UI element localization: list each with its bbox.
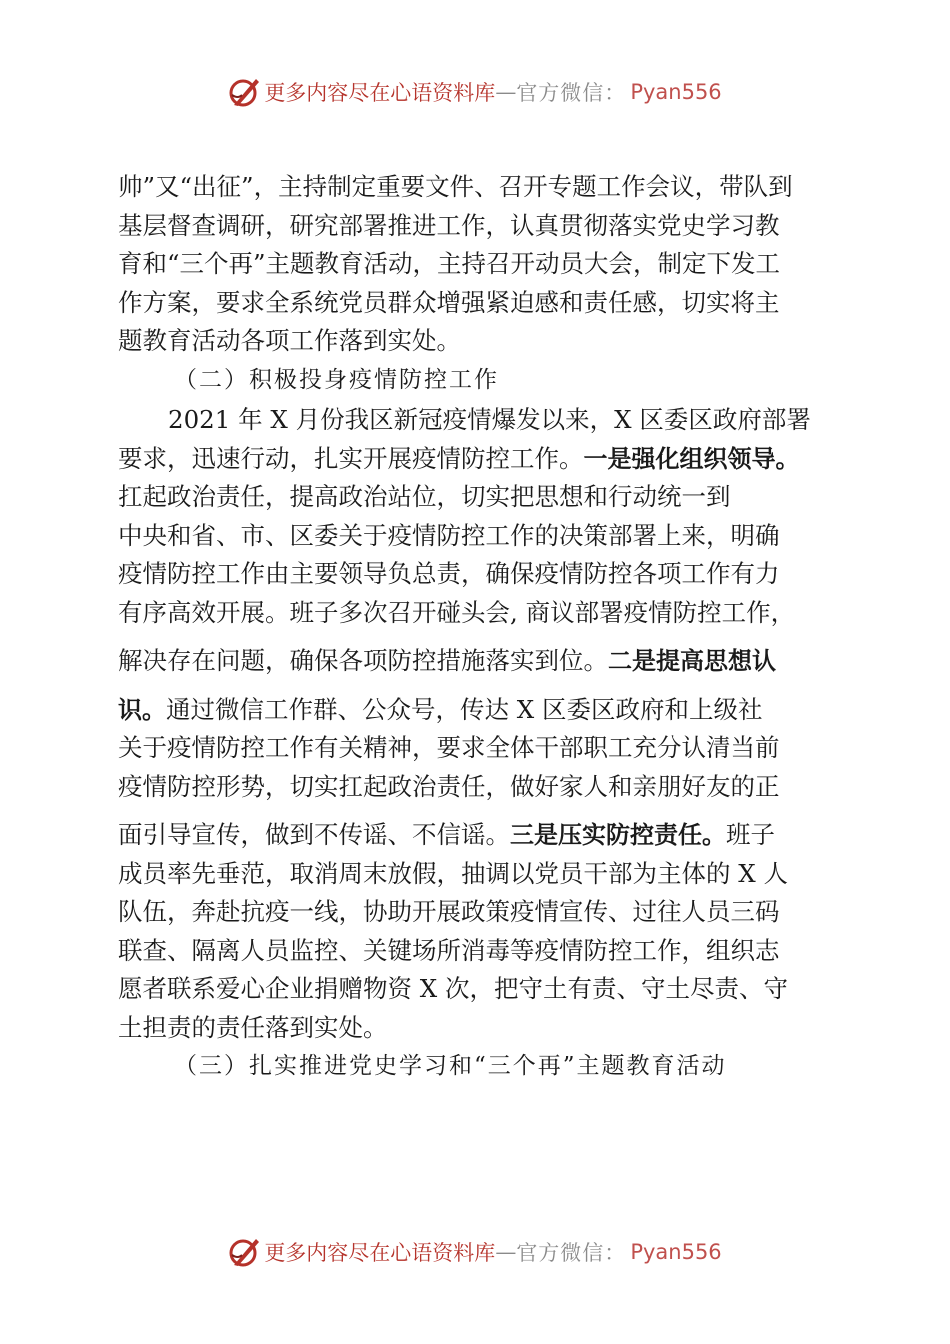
- bold-point-2-end: 识。: [118, 695, 166, 724]
- text-line: 疫情防控工作由主要领导负总责，确保疫情防控各项工作有力: [118, 559, 780, 588]
- text-line: 成员率先垂范，取消周末放假，抽调以党员干部为主体的 X 人: [118, 858, 789, 888]
- text-line: 愿者联系爱心企业捐赠物资 X 次，把守土有责、守土尽责、守: [118, 974, 789, 1003]
- text-line: 关于疫情防控工作有关精神，要求全体干部职工充分认清当前: [118, 733, 780, 762]
- quill-logo-icon: [228, 1235, 262, 1269]
- bold-point-2: 二是提高思想认: [608, 647, 776, 675]
- text-line: 2021 年 X 月份我区新冠疫情爆发以来，X 区委区政府部署: [168, 405, 811, 434]
- watermark-wechat-label: 官方微信：: [516, 1241, 627, 1265]
- text-line: 扛起政治责任，提高政治站位，切实把思想和行动统一到: [118, 482, 731, 511]
- watermark-account: Pyan556: [630, 1240, 722, 1264]
- section-heading-2: （二）积极投身疫情防控工作: [174, 366, 499, 393]
- watermark-wechat-label: 官方微信：: [516, 81, 627, 105]
- text-line: 队伍，奔赴抗疫一线，协助开展政策疫情宣传、过往人员三码: [118, 897, 780, 926]
- section-heading-3: （三）扎实推进党史学习和“三个再”主题教育活动: [174, 1053, 727, 1079]
- watermark-separator: —: [495, 80, 517, 104]
- watermark-account: Pyan556: [630, 80, 722, 104]
- text-run: 解决存在问题，确保各项防控措施落实到位。: [118, 646, 608, 675]
- text-line: 育和“三个再”主题教育活动，主持召开动员大会，制定下发工: [118, 249, 781, 278]
- bold-point-1: 一是强化组织领导。: [583, 444, 800, 473]
- text-run: 通过微信工作群、公众号，传达 X 区委区政府和上级社: [166, 694, 763, 724]
- text-line: [118, 816, 840, 855]
- watermark-header: [0, 72, 950, 112]
- text-line: [118, 440, 840, 479]
- watermark-footer: [0, 1232, 950, 1272]
- document-body: [118, 168, 840, 1086]
- text-line: 联查、隔离人员监控、关键场所消毒等疫情防控工作，组织志: [118, 935, 780, 965]
- watermark-main-text: 更多内容尽在心语资料库: [264, 1241, 496, 1265]
- quill-logo-icon: [228, 75, 262, 109]
- text-line: 土担责的责任落到实处。: [118, 1012, 388, 1042]
- text-line: 有序高效开展。班子多次召开碰头会, 商议部署疫情防控工作，: [118, 597, 796, 627]
- text-line: 帅”又“出征”，主持制定重要文件、召开专题工作会议，带队到: [118, 172, 793, 201]
- text-run: 班子: [726, 820, 775, 849]
- watermark-main-text: 更多内容尽在心语资料库: [264, 81, 496, 105]
- watermark-separator: —: [495, 1240, 517, 1264]
- bold-point-3: 三是压实防控责任。: [510, 821, 726, 849]
- text-line: 作方案，要求全系统党员群众增强紧迫感和责任感，切实将主: [118, 287, 780, 317]
- text-line: [118, 691, 840, 730]
- text-line: 题教育活动各项工作落到实处。: [118, 326, 461, 355]
- text-run: 要求，迅速行动，扎实开展疫情防控工作。: [118, 443, 584, 473]
- text-run: 面引导宣传，做到不传谣、不信谣。: [118, 820, 510, 849]
- text-line: [118, 642, 840, 681]
- text-line: 中央和省、市、区委关于疫情防控工作的决策部署上来，明确: [118, 520, 780, 550]
- text-line: 疫情防控形势，切实扛起政治责任，做好家人和亲朋好友的正: [118, 771, 780, 801]
- text-line: 基层督查调研，研究部署推进工作，认真贯彻落实党史学习教: [118, 210, 780, 240]
